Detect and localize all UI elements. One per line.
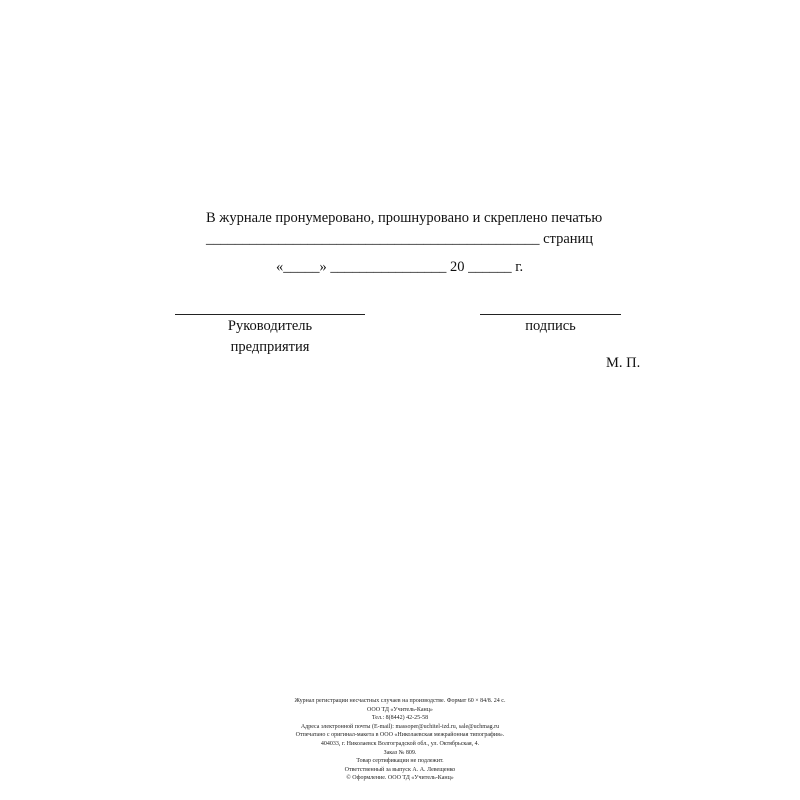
signature-line: [480, 314, 621, 315]
manager-caption-line1: Руководитель: [227, 318, 313, 334]
imprint-line: © Оформление. ООО ТД «Учитель-Канц»: [346, 775, 454, 782]
imprint-line: Ответственный за выпуск А. А. Левещенко: [344, 766, 456, 773]
imprint-line: Адреса электронной почты (E-mail): massoper@uchitel-izd.ru, sale@uchmag.ru: [300, 723, 500, 730]
date-line: «_____» ________________ 20 ______ г.: [276, 259, 524, 275]
imprint-line: ООО ТД «Учитель-Канц»: [367, 706, 433, 713]
manager-caption-line2: предприятия: [230, 339, 310, 355]
manager-signature-line: [175, 314, 365, 315]
imprint-line: Тел.: 8(8442) 42-25-58: [371, 715, 429, 722]
imprint-line: Отпечатано с оригинал-макета в ООО «Николаевская межрайонная типография».: [295, 732, 505, 739]
imprint-line: Журнал регистрации несчастных случаев на производстве. Формат 60 × 84/8. 24 с.: [294, 698, 506, 704]
certification-statement: В журнале пронумеровано, прошнуровано и скреплено печатью: [206, 210, 603, 226]
stamp-place-label: М. П.: [606, 355, 641, 371]
publisher-imprint: [250, 697, 550, 783]
manager-caption: [175, 316, 365, 358]
page-count-line: ______________________________________________ страниц: [206, 231, 594, 247]
imprint-line: 404033, г. Николаевск Волгоградской обл., ул. Октябрьская, 4.: [320, 740, 480, 747]
imprint-line: Заказ № 809.: [383, 749, 417, 756]
signature-caption: подпись: [525, 318, 576, 334]
imprint-line: Товар сертификации не подлежит.: [356, 758, 444, 765]
